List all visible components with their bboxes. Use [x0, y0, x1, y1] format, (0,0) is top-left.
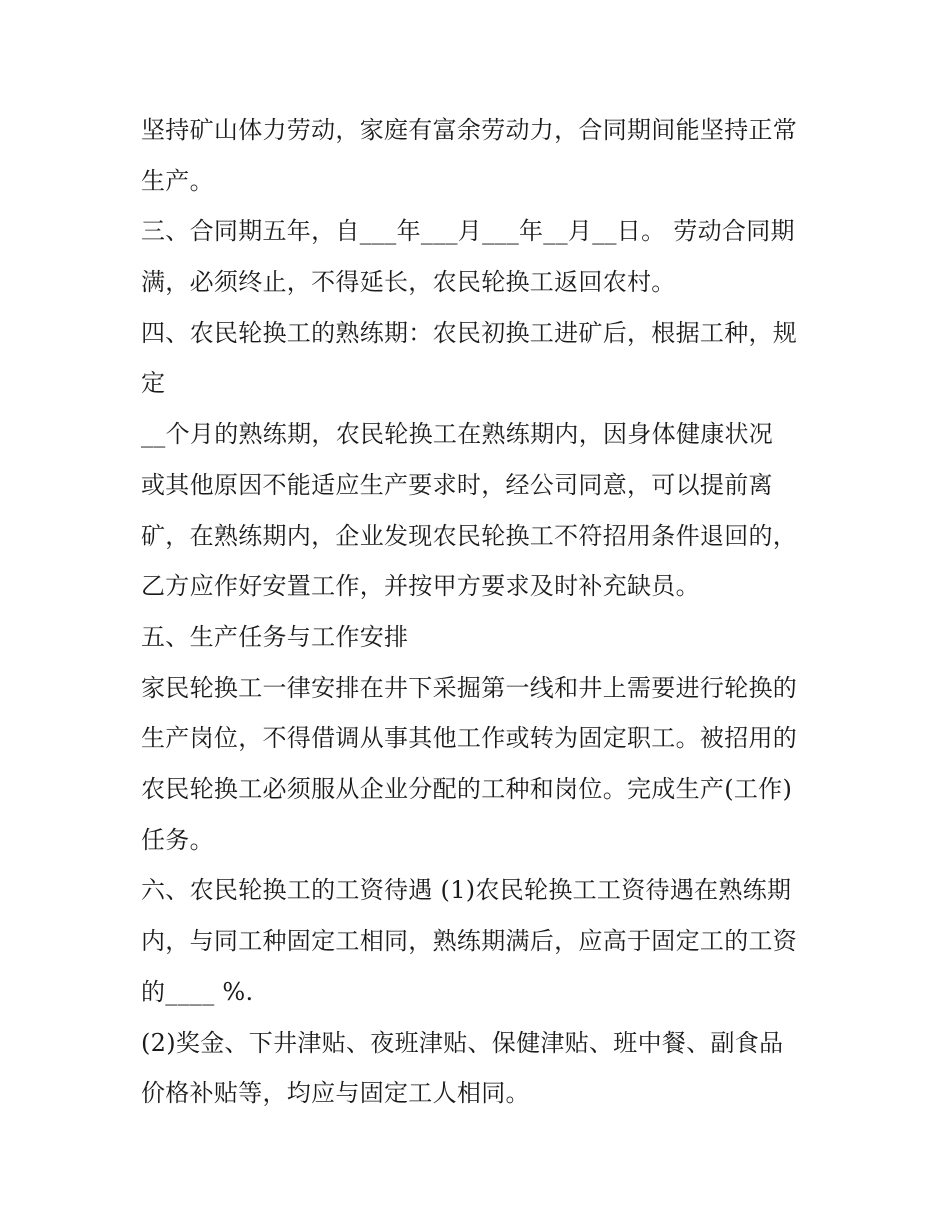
text-line: 矿，在熟练期内，企业发现农民轮换工不符招用条件退回的， — [141, 522, 798, 550]
text-line: 六、农民轮换工的工资待遇 (1)农民轮换工工资待遇在熟练期 — [141, 876, 792, 904]
text-line: 满，必须终止，不得延长，农民轮换工返回农村。 — [141, 268, 676, 296]
section-heading: 五、生产任务与工作安排 — [141, 623, 409, 651]
text-line: 坚持矿山体力劳动，家庭有富余劳动力，合同期间能坚持正常 — [141, 116, 798, 144]
text-line: (2)奖金、下井津贴、夜班津贴、保健津贴、班中餐、副食品 — [141, 1029, 784, 1057]
text-line: 生产。 — [141, 167, 214, 195]
text-line: __个月的熟练期，农民轮换工在熟练期内，因身体健康状况 — [141, 420, 774, 448]
text-line: 内，与同工种固定工相同，熟练期满后，应高于固定工的工资 — [141, 927, 798, 955]
text-line: 生产岗位，不得借调从事其他工作或转为固定职工。被招用的 — [141, 724, 798, 752]
text-line: 价格补贴等，均应与固定工人相同。 — [141, 1079, 530, 1107]
text-line: 定 — [141, 369, 166, 397]
text-line: 四、农民轮换工的熟练期：农民初换工进矿后，根据工种，规 — [141, 319, 798, 347]
text-line: 的____ %. — [141, 978, 254, 1006]
text-line: 乙方应作好安置工作，并按甲方要求及时补充缺员。 — [141, 572, 700, 600]
text-line: 家民轮换工一律安排在井下采掘第一线和井上需要进行轮换的 — [141, 674, 798, 702]
text-line: 任务。 — [141, 826, 214, 854]
text-line: 农民轮换工必须服从企业分配的工种和岗位。完成生产(工作) — [141, 775, 793, 803]
text-line: 或其他原因不能适应生产要求时，经公司同意，可以提前离 — [141, 471, 773, 499]
text-line: 三、合同期五年，自___年___月___年__月__日。 劳动合同期 — [141, 217, 795, 245]
